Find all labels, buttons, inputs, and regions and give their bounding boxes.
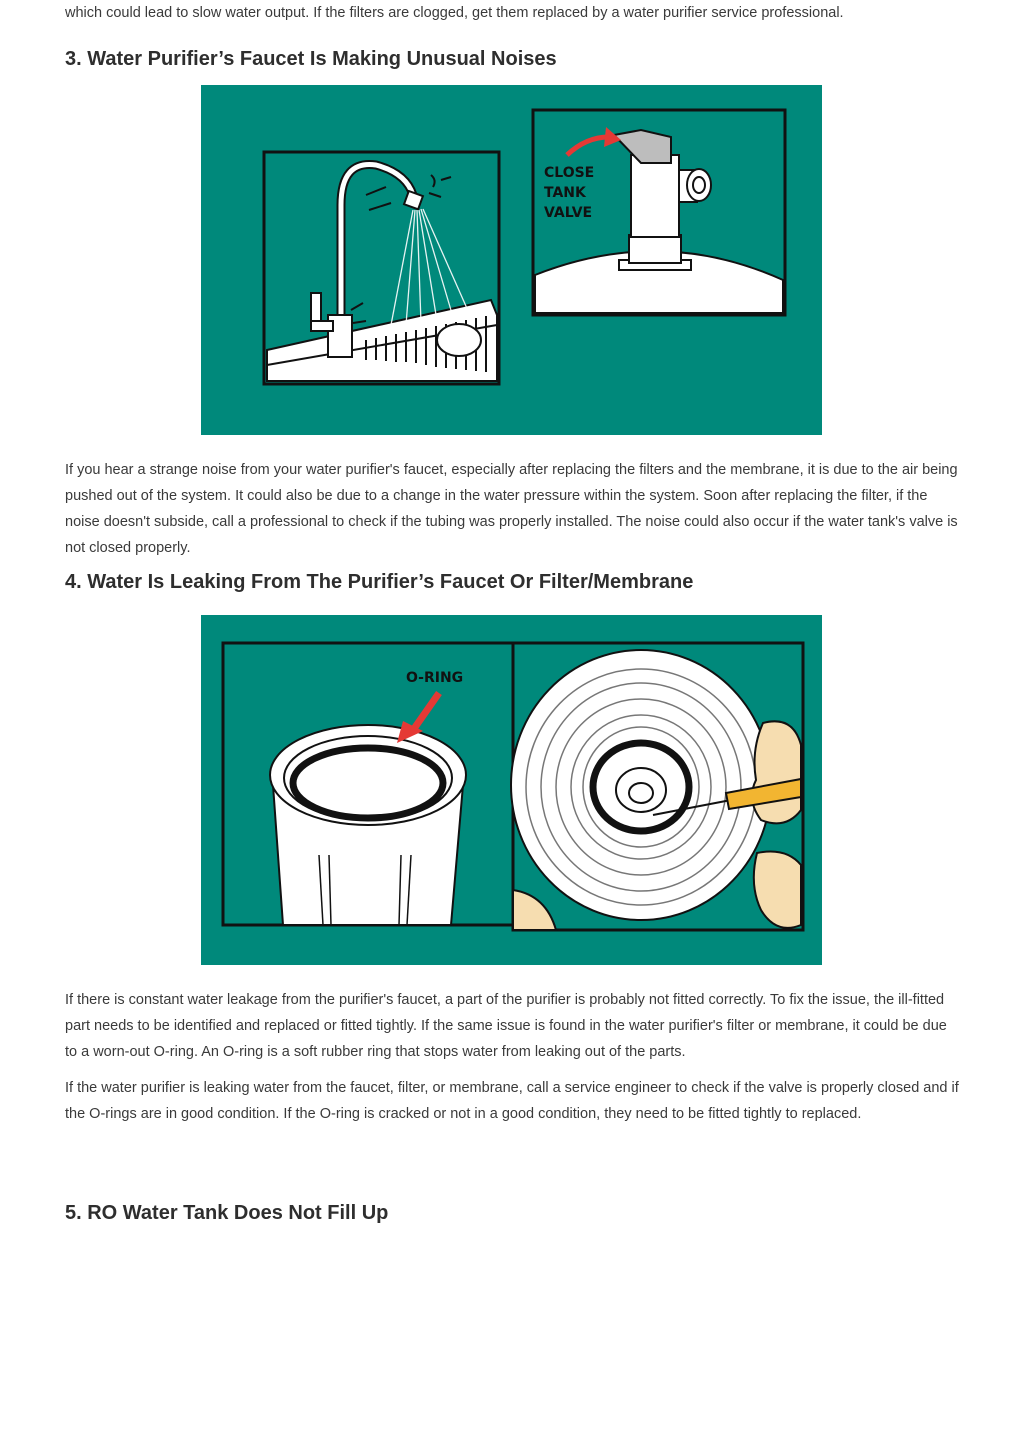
section-4-paragraph-1: If there is constant water leakage from the purifier's faucet, a part of the purifier is probably not fitted correctly. To fix the issue, the ill-fitted part needs to be identified and replaced or fitted tightly. If the same issue is found in the water purifier's filter or membrane, it could be due to a worn-out O-ring. An O-ring is a soft rubber ring that stops water from leaking out of the parts.: [65, 992, 947, 1060]
faucet-panel: [264, 152, 499, 384]
section-4-paragraph-2: If the water purifier is leaking water from the faucet, filter, or membrane, call a service engineer to check if the valve is properly closed and if the O-rings are in good condition. If the O-ring is cracked or not in a good condition, they need to be fitted tightly to replaced.: [65, 1080, 959, 1122]
o-ring-label: O-RING: [406, 670, 464, 686]
section-4-heading: 4. Water Is Leaking From The Purifier’s Faucet Or Filter/Membrane: [65, 571, 694, 593]
intro-paragraph: which could lead to slow water output. If the filters are clogged, get them replaced by a water purifier service professional.: [65, 5, 844, 21]
close-tank-valve-label-2: TANK: [544, 185, 586, 201]
section-3-paragraph: If you hear a strange noise from your water purifier's faucet, especially after replacing the filters and the membrane, it is due to the air being pushed out of the system. It could also be due to a change in the water pressure within the system. Soon after replacing the filter, if the noise doesn't subside, call a professional to check if the tubing was properly installed. The noise could also occur if the water tank's valve is not closed properly.: [65, 462, 958, 556]
close-tank-valve-label-3: VALVE: [544, 205, 593, 221]
filter-housing-panel: [223, 643, 513, 925]
section-5-heading: 5. RO Water Tank Does Not Fill Up: [65, 1202, 389, 1224]
close-tank-valve-label-1: CLOSE: [544, 165, 595, 181]
membrane-cap-panel: [511, 643, 803, 930]
faucet-noise-illustration: [201, 85, 822, 435]
o-ring-illustration: [201, 615, 822, 965]
tank-valve-panel: [533, 110, 785, 315]
section-3-heading: 3. Water Purifier’s Faucet Is Making Unusual Noises: [65, 48, 557, 70]
